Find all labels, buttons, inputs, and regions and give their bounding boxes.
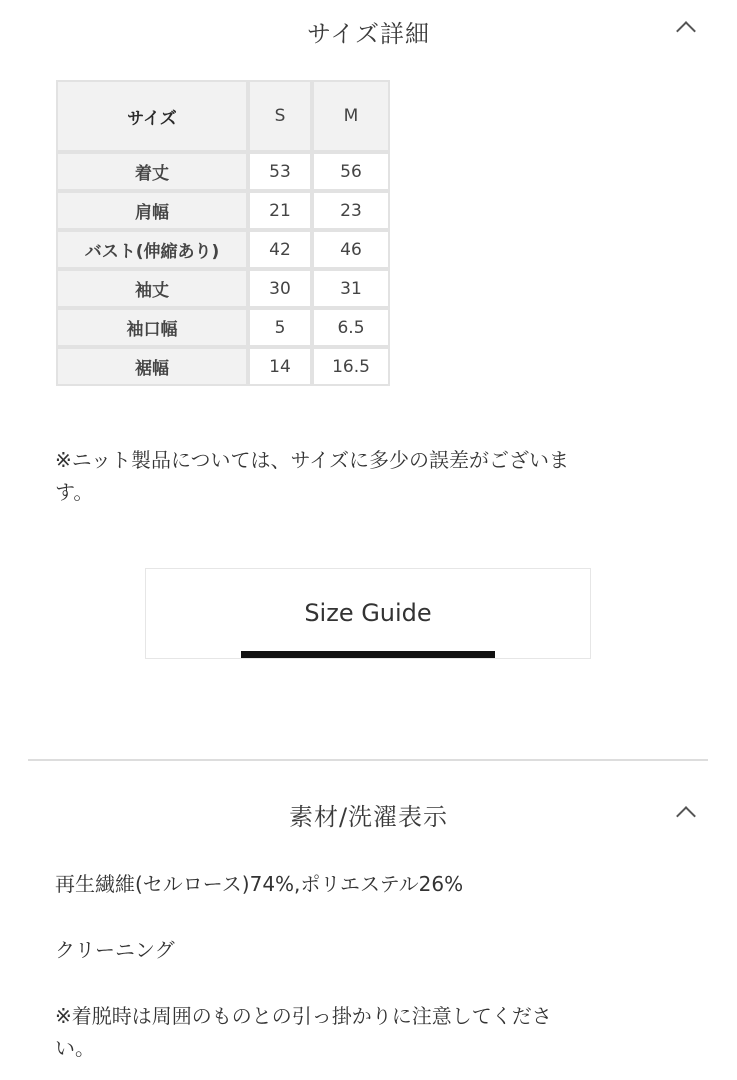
size-table-header-label: サイズ	[56, 80, 248, 152]
table-row	[56, 347, 390, 386]
size-table-header-row	[56, 80, 390, 152]
row-label: 肩幅	[56, 191, 248, 230]
row-value-s: 5	[248, 308, 312, 347]
row-label: 袖口幅	[56, 308, 248, 347]
material-care-title: 素材/洗濯表示	[288, 803, 449, 831]
row-value-m: 6.5	[312, 308, 390, 347]
section-divider	[28, 759, 708, 761]
table-row	[56, 308, 390, 347]
row-value-m: 46	[312, 230, 390, 269]
table-row	[56, 269, 390, 308]
table-row	[56, 152, 390, 191]
size-note-line: ※ニット製品については、サイズに多少の誤差がございま	[55, 448, 569, 472]
row-value-s: 42	[248, 230, 312, 269]
row-value-m: 23	[312, 191, 390, 230]
row-label: 裾幅	[56, 347, 248, 386]
size-table-header-s: S	[248, 80, 312, 152]
care-instruction: クリーニング	[55, 938, 175, 962]
material-care-header[interactable]	[0, 785, 737, 845]
row-value-m: 56	[312, 152, 390, 191]
row-label: 着丈	[56, 152, 248, 191]
row-label: 袖丈	[56, 269, 248, 308]
size-note	[55, 444, 685, 508]
row-value-m: 31	[312, 269, 390, 308]
size-table	[56, 80, 390, 386]
size-guide-underline	[241, 651, 495, 658]
size-details-header[interactable]	[0, 0, 737, 60]
table-row	[56, 230, 390, 269]
row-label: バスト(伸縮あり)	[56, 230, 248, 269]
caution-note-line: い。	[55, 1036, 95, 1060]
size-guide-label: Size Guide	[304, 599, 432, 627]
row-value-s: 14	[248, 347, 312, 386]
row-value-s: 21	[248, 191, 312, 230]
size-note-line: す。	[55, 480, 94, 504]
caution-note-line: ※着脱時は周囲のものとの引っ掛かりに注意してくださ	[55, 1004, 552, 1028]
material-composition: 再生繊維(セルロース)74%,ポリエステル26%	[55, 872, 464, 896]
caution-note	[55, 1000, 685, 1064]
size-table-header-m: M	[312, 80, 390, 152]
row-value-m: 16.5	[312, 347, 390, 386]
size-guide-button[interactable]	[145, 568, 591, 659]
row-value-s: 30	[248, 269, 312, 308]
table-row	[56, 191, 390, 230]
row-value-s: 53	[248, 152, 312, 191]
size-details-title: サイズ詳細	[306, 20, 431, 48]
